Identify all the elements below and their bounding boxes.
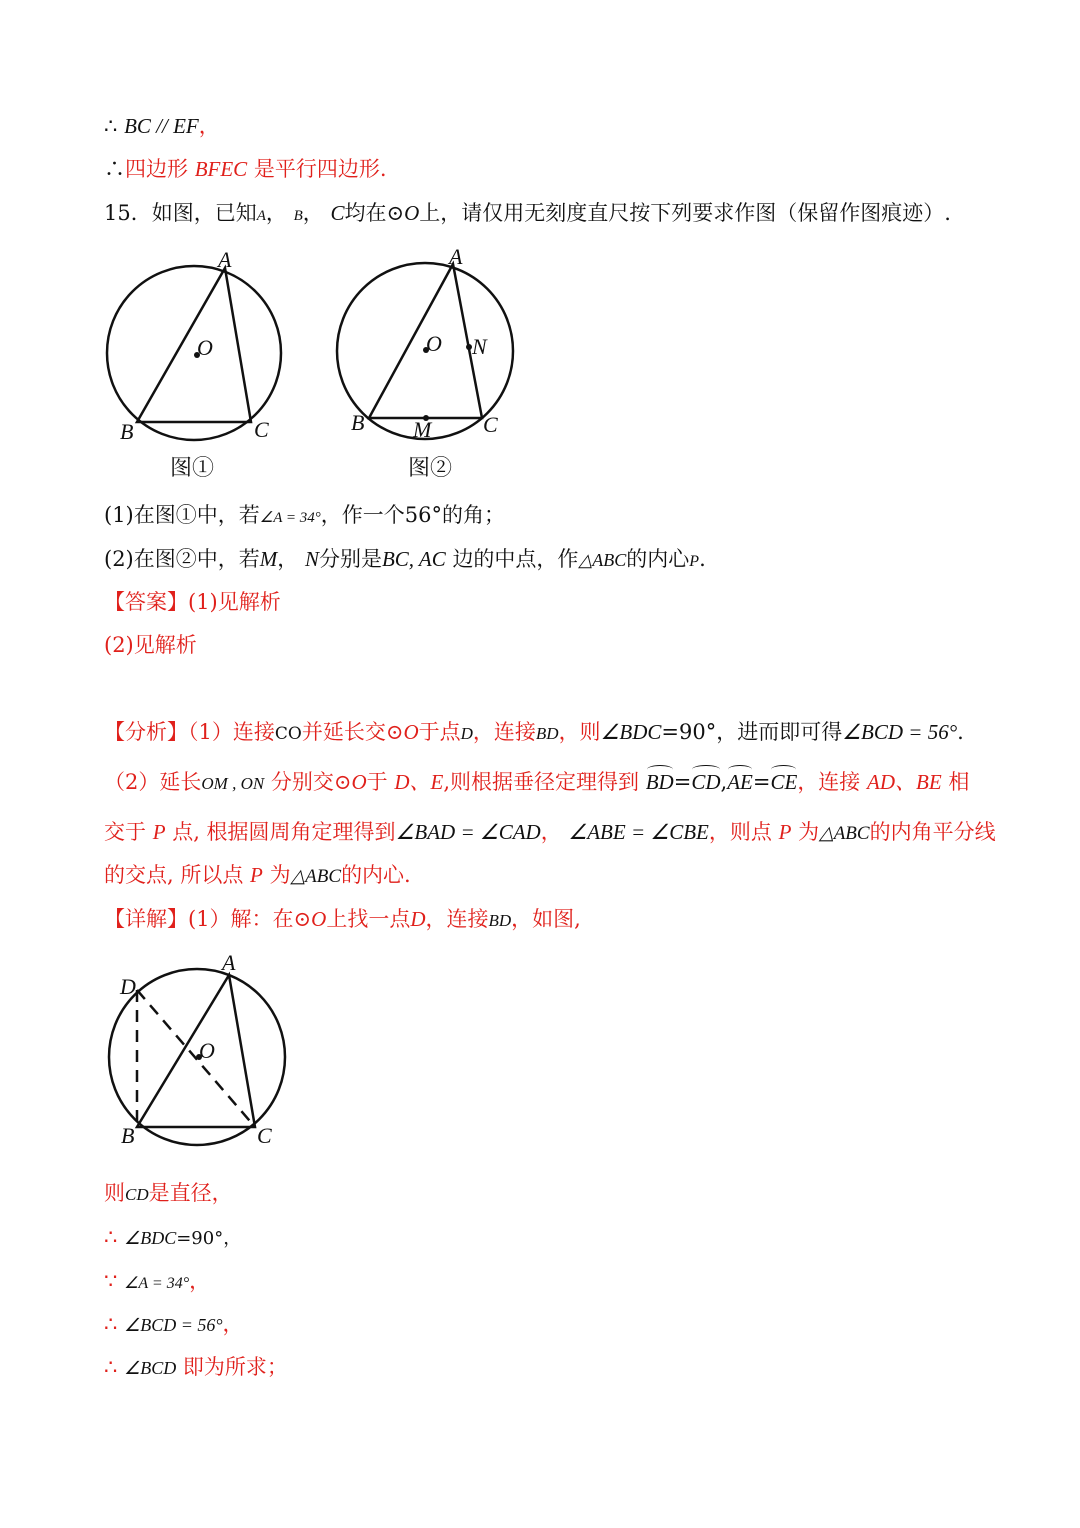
label-n: N: [472, 334, 487, 359]
figure-3: [103, 950, 313, 1150]
label-c: C: [483, 412, 498, 437]
step-cd-diameter: 则CD是直径，: [104, 1181, 233, 1205]
figure-2-caption: 图②: [408, 456, 453, 481]
label-b: B: [120, 419, 134, 444]
label-o: O: [426, 331, 442, 356]
analysis-line-4: 的交点, 所以点 P 为△ABC的内心.: [104, 863, 411, 887]
analysis-line-2: （2）延长OM , ON 分别交⊙O于 D、E,则根据垂径定理得到 BD=CD,AE=CE，连接 AD、BE 相: [104, 770, 970, 794]
analysis-line-1: 【分析】（1）连接CO并延长交⊙O于点D，连接BD，则∠BDC=90°，进而即可得∠BCD = 56°.: [104, 720, 964, 744]
circle-o: [107, 266, 281, 440]
figure-3-diagram: [103, 950, 313, 1150]
proof-line-parallelogram: ∴四边形 BFEC 是平行四边形.: [104, 157, 387, 181]
solution-intro: 【详解】(1）解：在⊙O上找一点D，连接BD，如图,: [104, 907, 581, 931]
figure-1-diagram: [100, 245, 300, 455]
analysis-line-3: 交于 P 点, 根据圆周角定理得到∠BAD = ∠CAD， ∠ABE = ∠CBE，则点 P 为△ABC的内角平分线: [104, 820, 996, 844]
label-a: A: [218, 247, 232, 272]
label-o: O: [199, 1038, 215, 1063]
sub-question-1: (1)在图①中，若∠A = 34°，作一个56°的角；: [104, 503, 505, 527]
label-b: B: [121, 1123, 135, 1148]
figure-2: [330, 243, 530, 453]
answer-2: (2)见解析: [104, 633, 197, 657]
step-a-34: ∵ ∠A = 34°，: [104, 1269, 211, 1293]
figure-2-diagram: [330, 243, 530, 453]
triangle-abc: [137, 975, 255, 1127]
step-bcd-56: ∴ ∠BCD = 56°，: [104, 1312, 244, 1336]
label-b: B: [351, 410, 365, 435]
step-bcd-result: ∴ ∠BCD 即为所求；: [104, 1355, 288, 1379]
label-m: M: [413, 417, 432, 442]
label-a: A: [449, 244, 463, 269]
figure-1-caption: 图①: [170, 456, 215, 481]
label-d: D: [120, 974, 136, 999]
sub-question-2: (2)在图②中，若M， N分别是BC, AC 边的中点，作△ABC的内心P.: [104, 547, 706, 571]
question-15-stem: 15．如图，已知A， B， C均在⊙O上，请仅用无刻度直尺按下列要求作图（保留作图痕迹）.: [104, 201, 951, 225]
dashed-dc: [137, 990, 255, 1127]
figure-1: [100, 245, 300, 455]
label-a: A: [222, 950, 236, 975]
label-c: C: [257, 1123, 272, 1148]
step-bdc-90: ∴ ∠BDC=90°，: [104, 1225, 242, 1249]
proof-line-bc-parallel-ef: ∴ BC // EF，: [104, 114, 220, 138]
answer-1: 【答案】(1)见解析: [104, 590, 281, 614]
triangle-abc: [137, 268, 251, 422]
label-o: O: [197, 335, 213, 360]
label-c: C: [254, 417, 269, 442]
